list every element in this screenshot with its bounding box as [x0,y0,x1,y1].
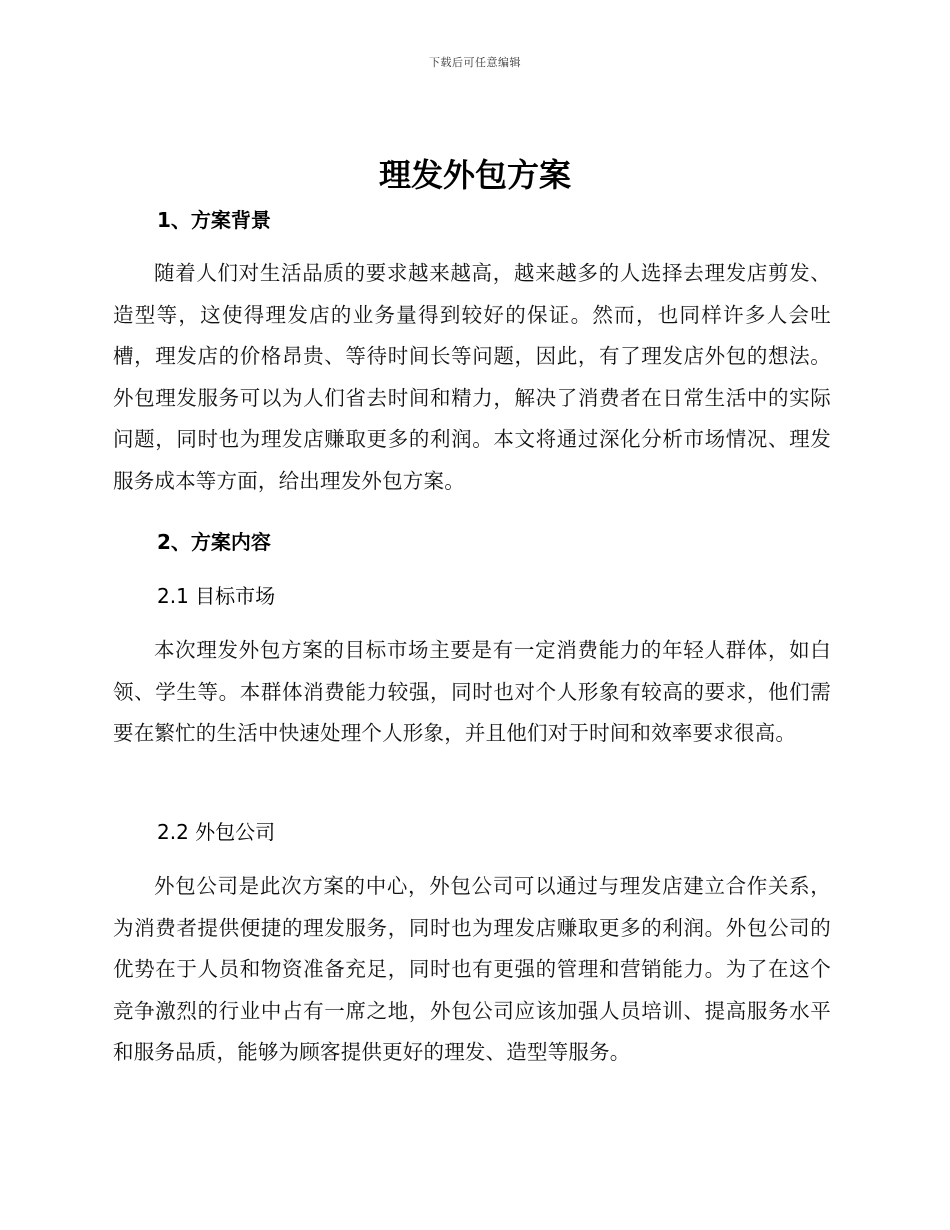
section-heading-background: 1、方案背景 [157,208,271,232]
paragraph-background: 随着人们对生活品质的要求越来越高，越来越多的人选择去理发店剪发、造型等，这使得理发店的业务量得到较好的保证。然而，也同样许多人会吐槽，理发店的价格昂贵、等待时间长等问题，因此，有了理发店外包的想法。外包理发服务可以为人们省去时间和精力，解决了消费者在日常生活中的实际问题，同时也为理发店赚取更多的利润。本文将通过深化分析市场情况、理发服务成本等方面，给出理发外包方案。 [113,261,831,493]
paragraph-target-market: 本次理发外包方案的目标市场主要是有一定消费能力的年轻人群体，如白领、学生等。本群体消费能力较强，同时也对个人形象有较高的要求，他们需要在繁忙的生活中快速处理个人形象，并且他们对于时间和效率要求很高。 [113,638,831,745]
section-1-body [113,253,831,502]
section-2-1-body [113,630,831,755]
section-2-2 [113,818,831,846]
section-heading-content: 2、方案内容 [157,530,271,554]
section-1 [113,206,831,234]
paragraph-outsourcing-company: 外包公司是此次方案的中心，外包公司可以通过与理发店建立合作关系，为消费者提供便捷的理发服务，同时也为理发店赚取更多的利润。外包公司的优势在于人员和物资准备充足，同时也有更强的管理和营销能力。为了在这个竞争激烈的行业中占有一席之地，外包公司应该加强人员培训、提高服务水平和服务品质，能够为顾客提供更好的理发、造型等服务。 [113,874,831,1064]
section-2 [113,528,831,556]
header-note: 下载后可任意编辑 [429,56,521,69]
section-2-1 [113,582,831,610]
subsection-heading-target-market: 2.1 目标市场 [157,584,276,608]
document-title: 理发外包方案 [378,156,571,194]
subsection-heading-outsourcing-company: 2.2 外包公司 [157,820,276,844]
section-2-2-body [113,866,831,1074]
